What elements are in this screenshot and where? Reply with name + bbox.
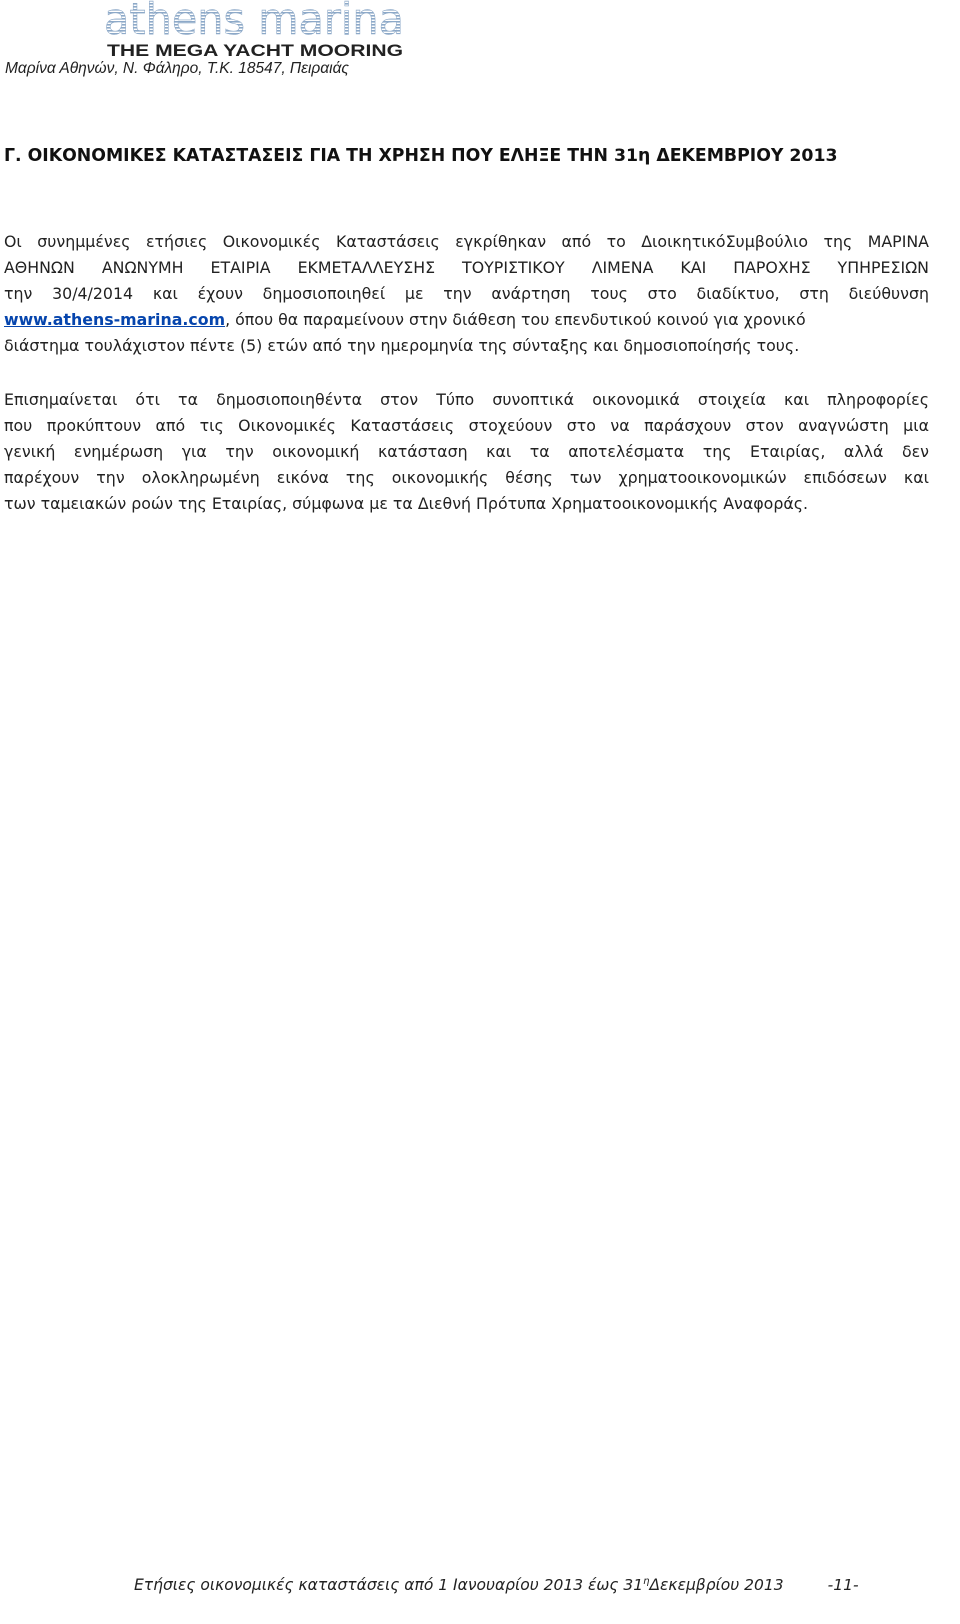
disclaimer-paragraph [4, 387, 929, 517]
paragraph-line: Οι συνημμένες ετήσιες Οικονομικές Καταστάσεις εγκρίθηκαν από το ΔιοικητικόΣυμβούλιο της ΜΑΡΙΝΑ [4, 232, 929, 251]
paragraph-line: Επισημαίνεται ότι τα δημοσιοποιηθέντα στον Τύπο συνοπτικά οικονομικά στοιχεία και πληροφορίες [4, 390, 929, 409]
paragraph-line: την 30/4/2014 και έχουν δημοσιοποιηθεί με την ανάρτηση τους στο διαδίκτυο, στη διεύθυνση [4, 284, 929, 303]
page-number: -11- [827, 1576, 859, 1595]
approval-paragraph [4, 229, 929, 359]
paragraph-line: γενική ενημέρωση για την οικονομική κατάσταση και τα αποτελέσματα της Εταιρίας, αλλά δεν [4, 442, 929, 461]
paragraph-line-rest: , όπου θα παραμείνουν στην διάθεση του επενδυτικού κοινού για χρονικό [225, 310, 806, 329]
footer-text-month: Δεκεμβρίου 2013 [649, 1576, 784, 1595]
paragraph-line: διάστημα τουλάχιστον πέντε (5) ετών από την ημερομηνία της σύνταξης και δημοσιοποίησής τους. [4, 336, 800, 355]
logo-graphic [104, 0, 424, 62]
logo-brand: athens marina [104, 0, 404, 45]
logo-tagline: THE MEGA YACHT MOORING [107, 41, 403, 60]
paragraph-line: των ταμειακών ροών της Εταιρίας, σύμφωνα με τα Διεθνή Πρότυπα Χρηματοοικονομικής Αναφοράς. [4, 494, 809, 513]
footer-text: Ετήσιες οικονομικές καταστάσεις από 1 Ιανουαρίου 2013 έως 31 [134, 1576, 644, 1595]
athens-marina-logo [104, 0, 424, 62]
paragraph-line-with-link [4, 307, 929, 333]
website-link[interactable]: www.athens-marina.com [4, 310, 226, 329]
page-footer [134, 1576, 859, 1594]
section-heading: Γ. ΟΙΚΟΝΟΜΙΚΕΣ ΚΑΤΑΣΤΑΣΕΙΣ ΓΙΑ ΤΗ ΧΡΗΣΗ ΠΟΥ ΕΛΗΞΕ ΤΗΝ 31η ΔΕΚΕΜΒΡΙΟΥ 2013 [4, 146, 838, 166]
company-address: Μαρίνα Αθηνών, Ν. Φάληρο, Τ.Κ. 18547, Πειραιάς [5, 60, 349, 77]
paragraph-line: ΑΘΗΝΩΝ ΑΝΩΝΥΜΗ ΕΤΑΙΡΙΑ ΕΚΜΕΤΑΛΛΕΥΣΗΣ ΤΟΥΡΙΣΤΙΚΟΥ ΛΙΜΕΝΑ ΚΑΙ ΠΑΡΟΧΗΣ ΥΠΗΡΕΣΙΩΝ [4, 258, 929, 277]
footer-superscript: η [643, 1576, 650, 1587]
paragraph-line: που προκύπτουν από τις Οικονομικές Καταστάσεις στοχεύουν στο να παράσχουν στον αναγνώστη μια [4, 416, 929, 435]
paragraph-line: παρέχουν την ολοκληρωμένη εικόνα της οικονομικής θέσης των χρηματοοικονομικών επιδόσεων και [4, 468, 929, 487]
